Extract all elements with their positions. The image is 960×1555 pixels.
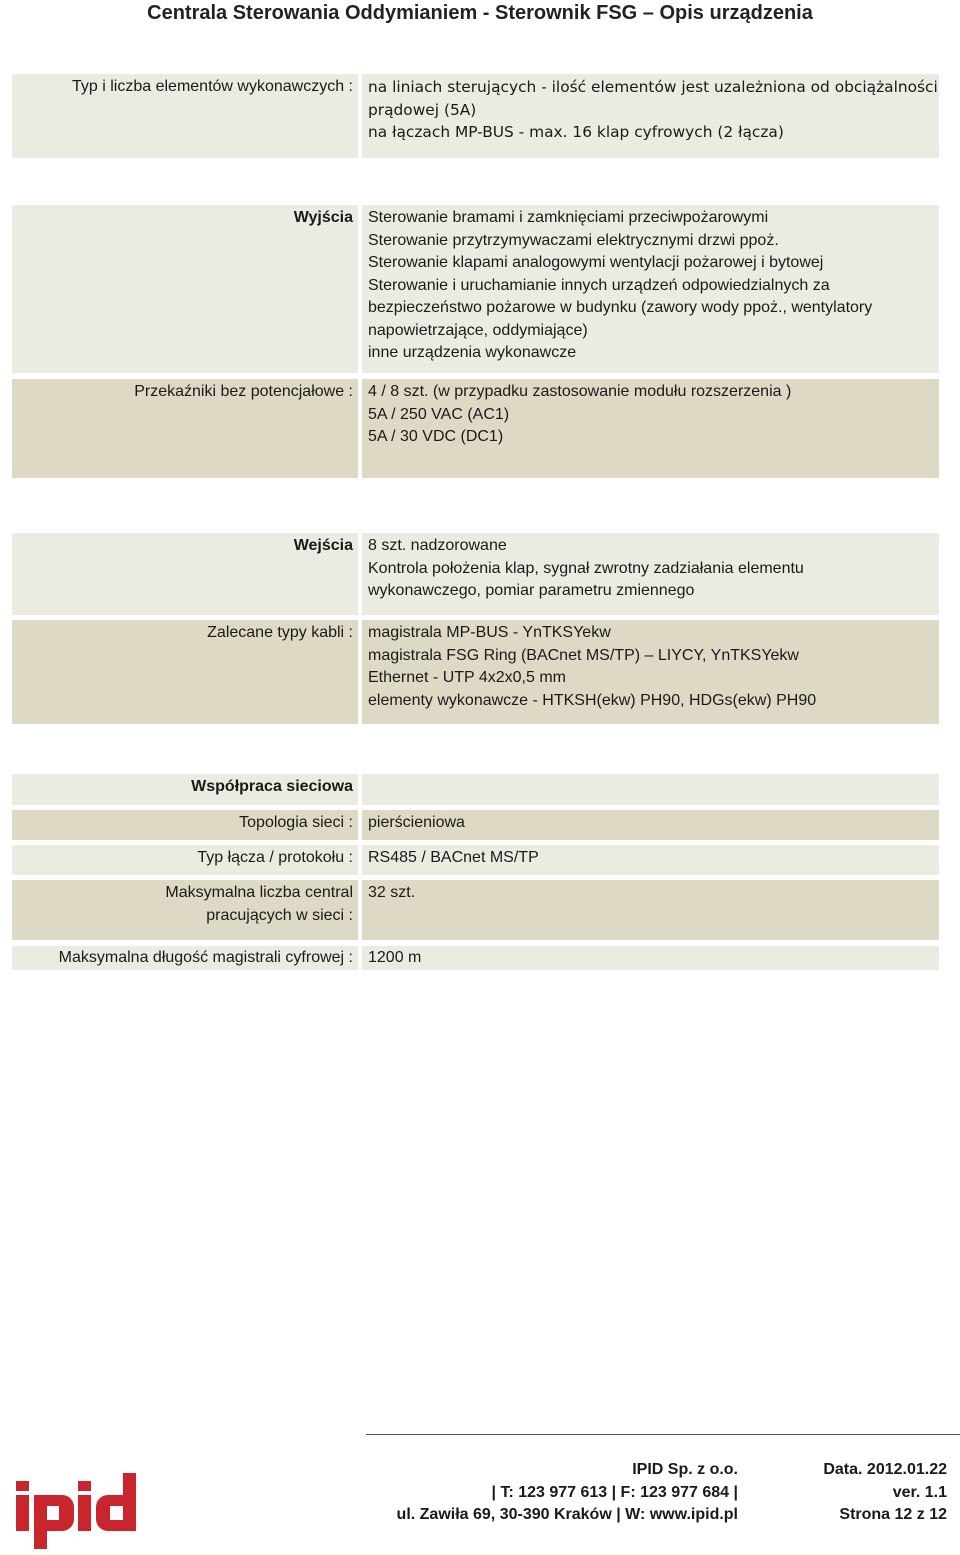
inputs-line: wykonawczego, pomiar parametru zmiennego [368, 582, 695, 599]
inputs-value [362, 533, 939, 615]
row-relays [12, 379, 939, 478]
outputs-line: Sterowanie klapami analogowymi wentylacji pożarowej i bytowej [368, 254, 824, 271]
cables-value [362, 620, 939, 724]
topology-value: pierścieniowa [362, 810, 939, 840]
max-length-label: Maksymalna długość magistrali cyfrowej : [12, 946, 358, 970]
outputs-line: Sterowanie przytrzymywaczami elektrycznymi drzwi ppoż. [368, 231, 779, 249]
actuators-line: na łączach MP-BUS - max. 16 klap cyfrowych (2 łącza) [368, 123, 784, 141]
row-inputs [12, 533, 939, 615]
outputs-line: inne urządzenia wykonawcze [368, 344, 577, 361]
inputs-line: 8 szt. nadzorowane [368, 537, 507, 554]
footer-phones: | T: 123 977 613 | F: 123 977 684 | [491, 1483, 738, 1501]
row-outputs [12, 205, 939, 373]
outputs-line: bezpieczeństwo pożarowe w budynku (zawory wody ppoż., wentylatory [368, 299, 873, 316]
actuators-value [362, 74, 939, 158]
link-type-value: RS485 / BACnet MS/TP [362, 845, 939, 875]
footer-company: IPID Sp. z o.o. [632, 1461, 738, 1478]
footer-version: ver. 1.1 [892, 1483, 947, 1501]
max-central-label-line: Maksymalna liczba central [165, 884, 353, 901]
footer-date: Data. 2012.01.22 [823, 1461, 947, 1478]
link-type-label: Typ łącza / protokołu : [12, 845, 358, 875]
row-cables [12, 620, 939, 724]
relays-label: Przekaźniki bez potencjałowe : [12, 379, 358, 478]
actuators-line: na liniach sterujących - ilość elementów jest uzależniona od obciążalności [368, 78, 938, 96]
inputs-line: Kontrola położenia klap, sygnał zwrotny zadziałania elementu [368, 559, 804, 577]
outputs-line: napowietrzające, oddymiające) [368, 321, 588, 339]
footer-divider [366, 1434, 960, 1435]
footer-contact [397, 1459, 738, 1527]
row-actuators [12, 74, 939, 158]
ipid-logo [14, 1473, 138, 1549]
outputs-line: Sterowanie i uruchamianie innych urządzeń odpowiedzialnych za [368, 276, 830, 294]
actuators-line: prądowej (5A) [368, 100, 477, 119]
footer-address: ul. Zawiła 69, 30-390 Kraków | W: www.ipid.pl [396, 1506, 738, 1523]
max-central-label [12, 880, 358, 940]
page-title: Centrala Sterowania Oddymianiem - Sterownik FSG – Opis urządzenia [147, 2, 813, 24]
footer-page: Strona 12 z 12 [839, 1506, 947, 1523]
network-header-label: Współpraca sieciowa [12, 774, 358, 805]
relays-line: 5A / 250 VAC (AC1) [368, 405, 510, 423]
max-central-label-line: pracujących w sieci : [206, 906, 353, 924]
footer-meta [823, 1459, 947, 1527]
row-topology [12, 810, 939, 840]
outputs-label: Wyjścia [12, 205, 358, 373]
cables-line: Ethernet - UTP 4x2x0,5 mm [368, 669, 566, 686]
row-max-length [12, 946, 939, 970]
cables-line: magistrala FSG Ring (BACnet MS/TP) – LIYCY, YnTKSYekw [368, 646, 799, 664]
relays-value [362, 379, 939, 478]
outputs-line: Sterowanie bramami i zamknięciami przeciwpożarowymi [368, 209, 769, 226]
network-header-value [362, 774, 939, 805]
actuators-label: Typ i liczba elementów wykonawczych : [12, 74, 358, 158]
relays-line: 5A / 30 VDC (DC1) [368, 428, 504, 445]
relays-line: 4 / 8 szt. (w przypadku zastosowanie modułu rozszerzenia ) [368, 383, 792, 400]
ipid-logo-graphic [14, 1473, 138, 1549]
cables-line: magistrala MP-BUS - YnTKSYekw [368, 624, 611, 641]
cables-line: elementy wykonawcze - HTKSH(ekw) PH90, HDGs(ekw) PH90 [368, 691, 817, 709]
row-max-central [12, 880, 939, 940]
row-network-header [12, 774, 939, 805]
inputs-label: Wejścia [12, 533, 358, 615]
topology-label: Topologia sieci : [12, 810, 358, 840]
row-link-type [12, 845, 939, 875]
max-length-value: 1200 m [362, 946, 939, 970]
cables-label: Zalecane typy kabli : [12, 620, 358, 724]
max-central-value: 32 szt. [362, 880, 939, 940]
outputs-value [362, 205, 939, 373]
